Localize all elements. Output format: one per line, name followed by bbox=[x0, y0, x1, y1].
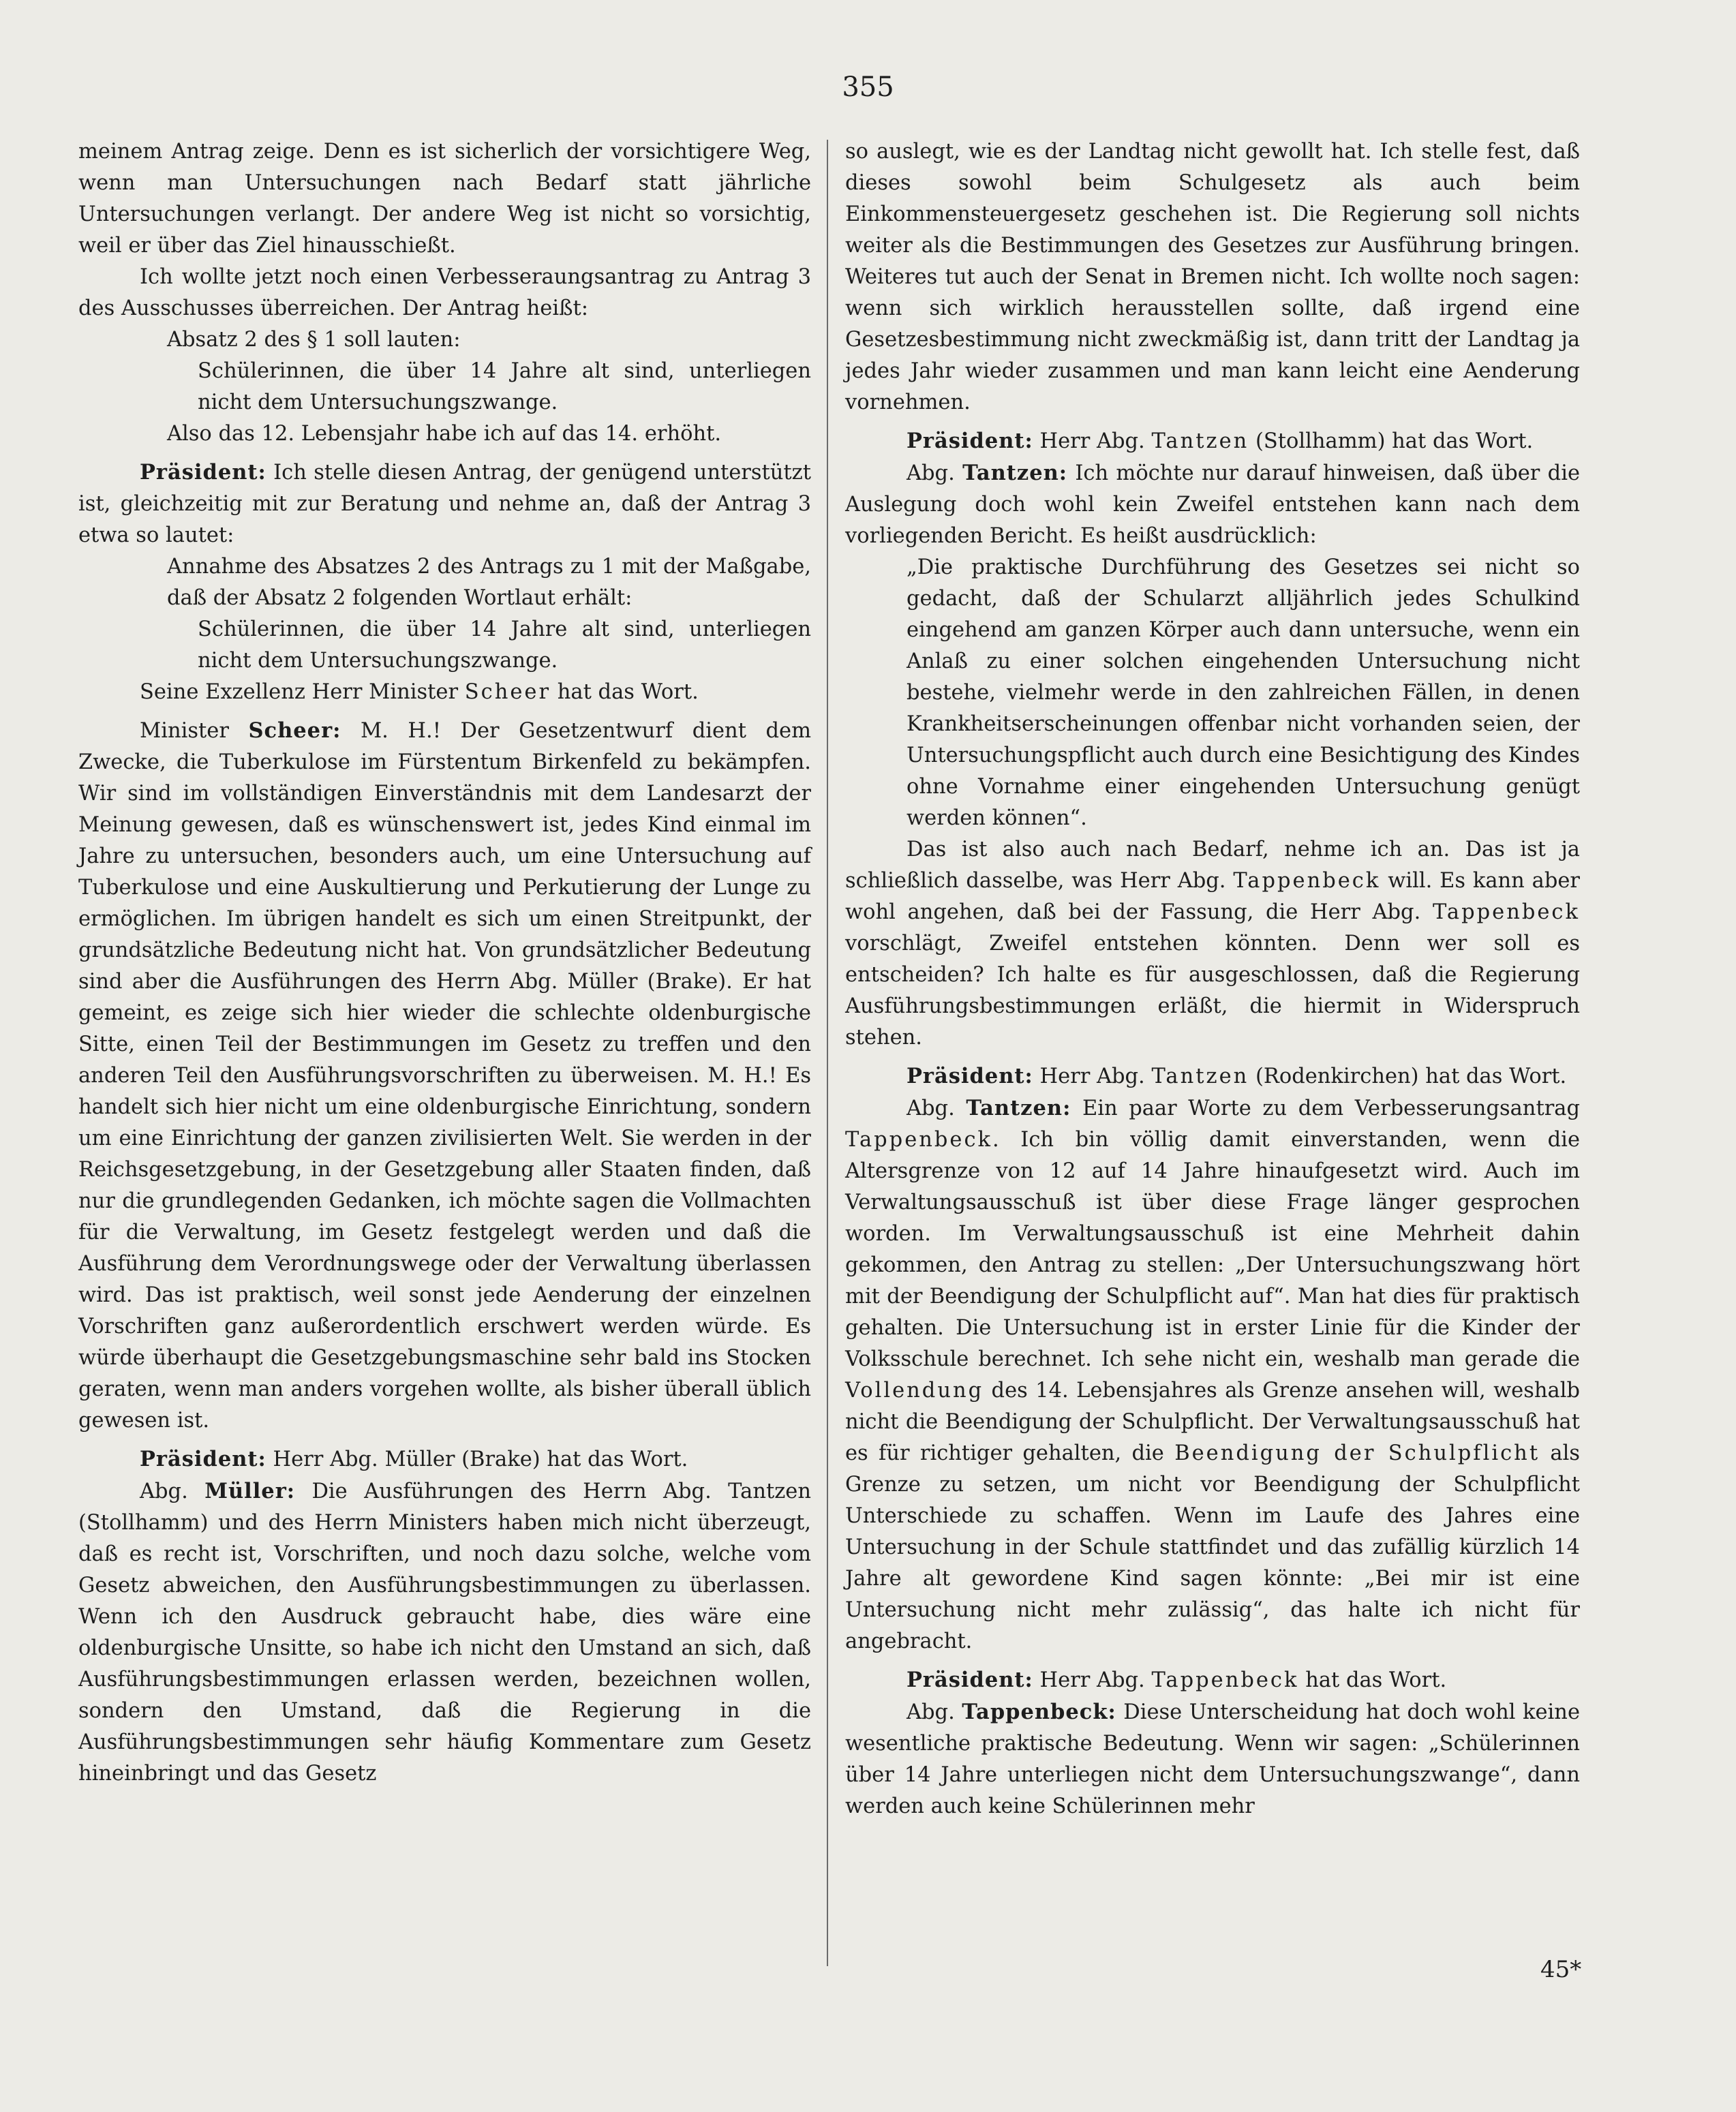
spaced-name: Tappenbeck bbox=[845, 1128, 993, 1152]
text-run: Das ist also auch nach Bedarf, nehme ich an. Das ist ja schließlich dasselbe, was Herr Abg. bbox=[845, 838, 1580, 893]
text-run: hat das Wort. bbox=[551, 680, 699, 704]
left-column bbox=[78, 136, 811, 1790]
speaker-paragraph bbox=[78, 457, 811, 551]
speaker-role: Abg. bbox=[907, 461, 963, 485]
text-run: hat das Wort. bbox=[1298, 1668, 1447, 1692]
quoted-text: „Die praktische Durchführung des Gesetzes sei nicht so gedacht, daß der Schularzt alljährlich jedes Schulkind eingehend am ganzen Körper auch dann untersuche, wenn ein Anlaß zu einer solchen eingehenden Untersuchung nicht bestehe, vielmehr werde in den zahlreichen Fällen, in denen Krankheitserscheinungen offenbar nicht vorhanden seien, der Untersuchungspflicht auch durch eine Besichtigung des Kindes ohne Vornahme einer eingehenden Untersuchung genügt werden können“. bbox=[907, 555, 1580, 830]
text-run: (Rodenkirchen) hat das Wort. bbox=[1249, 1065, 1567, 1088]
speaker-label: Präsident: bbox=[907, 429, 1033, 453]
speaker-label: Präsident: bbox=[907, 1064, 1033, 1088]
paragraph: Also das 12. Lebensjahr habe ich auf das 14. erhöht. bbox=[167, 422, 722, 446]
speaker-label: Präsident: bbox=[907, 1668, 1033, 1692]
speaker-label: Präsident: bbox=[140, 1447, 267, 1471]
speech-text: Ich möchte nur darauf hinweisen, daß über die Auslegung doch wohl kein Zweifel entstehen kann nach dem vorliegenden Bericht. Es heißt ausdrücklich: bbox=[845, 461, 1580, 548]
quoted-text: Annahme des Absatzes 2 des Antrags zu 1 mit der Maßgabe, daß der Absatz 2 folgenden Wortlaut erhält: bbox=[167, 555, 811, 610]
speaker-role: Abg. bbox=[140, 1480, 205, 1503]
spaced-name: Tantzen bbox=[1151, 429, 1249, 453]
speech-text: Herr Abg. Müller (Brake) hat das Wort. bbox=[266, 1448, 688, 1471]
paragraph: meinem Antrag zeige. Denn es ist sicherlich der vorsichtigere Weg, wenn man Untersuchungen nach Bedarf statt jährliche Untersuchungen verlangt. Der andere Weg ist nicht so vorsichtig, weil er über das Ziel hinausschießt. bbox=[78, 140, 811, 258]
paragraph bbox=[78, 677, 811, 708]
speaker-paragraph bbox=[845, 1696, 1580, 1822]
quoted-text: Schülerinnen, die über 14 Jahre alt sind, unterliegen nicht dem Untersuchungszwange. bbox=[198, 359, 811, 414]
paragraph: so auslegt, wie es der Landtag nicht gewollt hat. Ich stelle fest, daß dieses sowohl beim Schulgesetz als auch beim Einkommensteuergesetz geschehen ist. Die Regierung soll nichts weiter als die Bestimmungen des Gesetzes zur Ausführung bringen. Weiteres tut auch der Senat in Bremen nicht. Ich wollte noch sagen: wenn sich wirklich herausstellen sollte, daß irgend eine Gesetzesbestimmung nicht zweckmäßig ist, dann tritt der Landtag ja jedes Jahr wieder zusammen und man kann leicht eine Aenderung vornehmen. bbox=[845, 140, 1580, 414]
text-run: des 14. Lebensjahres als Grenze ansehen will, weshalb nicht die Beendigung der Schulpflicht. Der Verwaltungsausschuß hat es für richtiger gehalten, die bbox=[845, 1379, 1580, 1465]
speech-text: Diese Unterscheidung hat doch wohl keine wesentliche praktische Bedeutung. Wenn wir sagen: „Schülerinnen über 14 Jahre unterliegen nicht dem Untersuchungszwange“, dann werden auch keine Schülerinnen mehr bbox=[845, 1700, 1580, 1818]
speaker-paragraph bbox=[78, 1475, 811, 1790]
text-run: . Ich bin völlig damit einverstanden, wenn die Altersgrenze von 12 auf 14 Jahre hinaufgesetzt wird. Auch im Verwaltungsausschuß ist über diese Frage länger gesprochen worden. Im Verwaltungsausschuß ist eine Mehrheit dahin gekommen, den Antrag zu stellen: „Der Untersuchungszwang hört mit der Beendigung der Schulpflicht auf“. Man hat dies für praktisch gehalten. Die Untersuchung ist in erster Linie für die Kinder der Volksschule berechnet. Ich sehe nicht ein, weshalb man gerade die bbox=[845, 1128, 1580, 1371]
speaker-paragraph bbox=[845, 1664, 1580, 1696]
text-run: Ein paar Worte zu dem Verbesserungsantrag bbox=[1071, 1097, 1580, 1120]
sheet-signature: 45* bbox=[1540, 1956, 1582, 1983]
speaker-paragraph bbox=[78, 1443, 811, 1475]
speaker-label: Tantzen: bbox=[962, 461, 1068, 485]
text-run: (Stollhamm) hat das Wort. bbox=[1249, 429, 1534, 453]
quoted-line: Absatz 2 des § 1 soll lauten: bbox=[167, 328, 461, 352]
spaced-name: Tantzen bbox=[1151, 1065, 1249, 1088]
spaced-name: Tappenbeck bbox=[1432, 900, 1580, 924]
speaker-paragraph bbox=[845, 1060, 1580, 1092]
speaker-label: Präsident: bbox=[140, 460, 267, 485]
text-run: Herr Abg. bbox=[1033, 1065, 1152, 1088]
speech-text: M. H.! Der Gesetzentwurf dient dem Zwecke, die Tuberkulose im Fürstentum Birkenfeld zu bekämpfen. Wir sind im vollständigen Einverständnis mit dem Landesarzt der Meinung gewesen, daß es wünschenswert ist, jedes Kind einmal im Jahre zu untersuchen, besonders auch, um eine Untersuchung auf Tuberkulose und eine Auskultierung und Perkutierung der Lunge zu ermöglichen. Im übrigen handelt es sich um einen Streitpunkt, der grundsätzliche Bedeutung nicht hat. Von grundsätzlicher Bedeutung sind aber die Ausführungen des Herrn Abg. Müller (Brake). Er hat gemeint, es zeige sich hier wieder die schlechte oldenburgische Sitte, einen Teil der Bestimmungen im Gesetz zu treffen und den anderen Teil den Ausführungsvorschriften zu überweisen. M. H.! Es handelt sich hier nicht um eine oldenburgische Einrichtung, sondern um eine Einrichtung der ganzen zivilisierten Welt. Sie werden in der Reichsgesetzgebung, in der Gesetzgebung aller Staaten finden, daß nur die grundlegenden Gedanken, ich möchte sagen die Vollmachten für die Verwaltung, im Gesetz festgelegt werden und daß die Ausführung dem Verordnungswege oder der Verwaltung überlassen wird. Das ist praktisch, weil sonst jede Aenderung der einzelnen Vorschriften ganz außerordentlich erschwert werden würde. Es würde überhaupt die Gesetzgebungsmaschine sehr bald ins Stocken geraten, wenn man anders vorgehen wollte, als bisher überall üblich gewesen ist. bbox=[78, 719, 811, 1433]
spaced-emphasis: Vollendung bbox=[845, 1379, 984, 1403]
speaker-paragraph bbox=[845, 1092, 1580, 1657]
text-run: Seine Exzellenz Herr Minister bbox=[140, 680, 465, 704]
paragraph bbox=[845, 834, 1580, 1054]
speaker-label: Tantzen: bbox=[966, 1096, 1071, 1120]
right-column bbox=[845, 136, 1580, 1822]
paragraph: Ich wollte jetzt noch einen Verbesseraungsantrag zu Antrag 3 des Ausschusses überreichen. Der Antrag heißt: bbox=[78, 265, 811, 320]
speaker-label: Tappenbeck: bbox=[962, 1700, 1116, 1724]
text-run: als Grenze zu setzen, um nicht vor Beendigung der Schulpflicht Unterschiede zu schaffen. Wenn im Laufe des Jahres eine Untersuchung in der Schule stattfindet und das zufällig kürzlich 14 Jahre alt gewordene Kind sagen könnte: „Bei mir ist eine Untersuchung nicht mehr zulässig“, das halte ich nicht für angebracht. bbox=[845, 1441, 1580, 1653]
speaker-label: Müller: bbox=[204, 1479, 296, 1503]
speaker-paragraph bbox=[845, 457, 1580, 552]
spaced-name: Scheer bbox=[464, 680, 551, 704]
text-run: Herr Abg. bbox=[1033, 429, 1152, 453]
speaker-role: Minister bbox=[140, 719, 249, 743]
text-run: vorschlägt, Zweifel entstehen könnten. Denn wer soll es entscheiden? Ich halte es für ausgeschlossen, daß die Regierung Ausführungsbestimmungen erläßt, die hiermit in Widerspruch stehen. bbox=[845, 932, 1580, 1050]
spaced-name: Tappenbeck bbox=[1151, 1668, 1299, 1692]
text-run: Herr Abg. bbox=[1033, 1668, 1152, 1692]
speaker-role: Abg. bbox=[907, 1700, 962, 1724]
column-divider bbox=[827, 140, 828, 1966]
quoted-text: Schülerinnen, die über 14 Jahre alt sind, unterliegen nicht dem Untersuchungszwange. bbox=[198, 617, 811, 673]
text-run: will. Es kann aber wohl angehen, daß bei der Fassung, die Herr Abg. bbox=[845, 869, 1580, 924]
speaker-label: Scheer: bbox=[248, 718, 341, 743]
page-number: 355 bbox=[842, 72, 894, 103]
speaker-role: Abg. bbox=[907, 1097, 966, 1120]
spaced-emphasis: Beendigung der Schulpflicht bbox=[1174, 1441, 1540, 1465]
speaker-paragraph bbox=[845, 425, 1580, 457]
spaced-name: Tappenbeck bbox=[1233, 869, 1381, 893]
speech-text: Ich stelle diesen Antrag, der genügend unterstützt ist, gleichzeitig mit zur Beratung und nehme an, daß der Antrag 3 etwa so lautet: bbox=[78, 461, 811, 547]
speech-text: Die Ausführungen des Herrn Abg. Tantzen (Stollhamm) und des Herrn Ministers haben mich nicht überzeugt, daß es recht ist, Vorschriften, und noch dazu solche, welche vom Gesetz abweichen, den Ausführungsbestimmungen zu überlassen. Wenn ich den Ausdruck gebraucht habe, dies wäre eine oldenburgische Unsitte, so habe ich nicht den Umstand an sich, daß Ausführungsbestimmungen erlassen werden, bezeichnen wollen, sondern den Umstand, daß die Regierung in die Ausführungsbestimmungen sehr häufig Kommentare zum Gesetz hineinbringt und das Gesetz bbox=[78, 1480, 811, 1786]
speaker-paragraph bbox=[78, 715, 811, 1437]
